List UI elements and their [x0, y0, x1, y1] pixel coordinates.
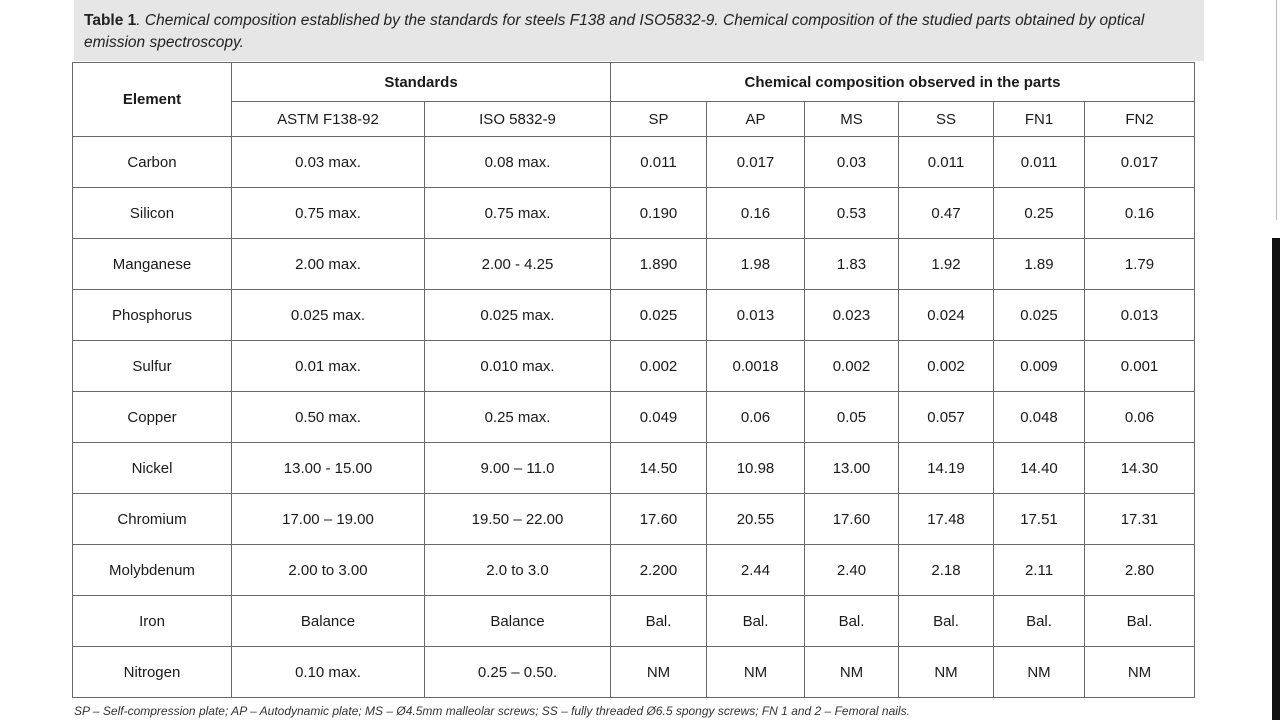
- value-cell: 2.40: [805, 545, 899, 596]
- value-cell: 0.048: [994, 392, 1085, 443]
- value-cell: 0.10 max.: [232, 647, 425, 698]
- value-cell: NM: [994, 647, 1085, 698]
- value-cell: 0.190: [611, 188, 707, 239]
- value-cell: 2.00 - 4.25: [425, 239, 611, 290]
- value-cell: 0.013: [1085, 290, 1195, 341]
- value-cell: 14.50: [611, 443, 707, 494]
- element-cell: Iron: [73, 596, 232, 647]
- value-cell: 1.890: [611, 239, 707, 290]
- element-header: Element: [73, 63, 232, 137]
- value-cell: 0.25: [994, 188, 1085, 239]
- value-cell: 0.53: [805, 188, 899, 239]
- value-cell: 0.05: [805, 392, 899, 443]
- value-cell: 0.16: [707, 188, 805, 239]
- value-cell: 0.47: [899, 188, 994, 239]
- value-cell: 1.98: [707, 239, 805, 290]
- value-cell: 17.60: [611, 494, 707, 545]
- value-cell: Bal.: [611, 596, 707, 647]
- value-cell: Bal.: [994, 596, 1085, 647]
- value-cell: 0.010 max.: [425, 341, 611, 392]
- value-cell: 0.013: [707, 290, 805, 341]
- value-cell: 17.48: [899, 494, 994, 545]
- value-cell: 0.25 max.: [425, 392, 611, 443]
- column-header: FN1: [994, 102, 1085, 137]
- value-cell: 1.79: [1085, 239, 1195, 290]
- table-row: [73, 290, 1195, 341]
- element-cell: Phosphorus: [73, 290, 232, 341]
- value-cell: 20.55: [707, 494, 805, 545]
- value-cell: 0.011: [994, 137, 1085, 188]
- element-cell: Sulfur: [73, 341, 232, 392]
- element-cell: Copper: [73, 392, 232, 443]
- value-cell: 0.03 max.: [232, 137, 425, 188]
- value-cell: 2.200: [611, 545, 707, 596]
- element-cell: Carbon: [73, 137, 232, 188]
- table-footnote: SP – Self-compression plate; AP – Autodynamic plate; MS – Ø4.5mm malleolar screws; SS – fully threaded Ø6.5 spongy screws; FN 1 and 2 – Femoral nails.: [74, 704, 910, 718]
- value-cell: 14.40: [994, 443, 1085, 494]
- column-header: AP: [707, 102, 805, 137]
- value-cell: 13.00: [805, 443, 899, 494]
- value-cell: 2.80: [1085, 545, 1195, 596]
- value-cell: 0.06: [1085, 392, 1195, 443]
- value-cell: 0.057: [899, 392, 994, 443]
- value-cell: Bal.: [1085, 596, 1195, 647]
- caption-label: Table 1: [84, 12, 137, 29]
- value-cell: 2.00 to 3.00: [232, 545, 425, 596]
- value-cell: 13.00 - 15.00: [232, 443, 425, 494]
- value-cell: 0.002: [899, 341, 994, 392]
- scrollbar[interactable]: [1272, 238, 1280, 720]
- value-cell: 2.44: [707, 545, 805, 596]
- element-cell: Nickel: [73, 443, 232, 494]
- value-cell: 0.002: [805, 341, 899, 392]
- column-header: ISO 5832-9: [425, 102, 611, 137]
- value-cell: 17.60: [805, 494, 899, 545]
- table-row: [73, 494, 1195, 545]
- value-cell: 9.00 – 11.0: [425, 443, 611, 494]
- element-cell: Manganese: [73, 239, 232, 290]
- element-cell: Molybdenum: [73, 545, 232, 596]
- value-cell: 10.98: [707, 443, 805, 494]
- table-row: [73, 545, 1195, 596]
- value-cell: 2.0 to 3.0: [425, 545, 611, 596]
- value-cell: 17.51: [994, 494, 1085, 545]
- value-cell: 17.00 – 19.00: [232, 494, 425, 545]
- element-cell: Nitrogen: [73, 647, 232, 698]
- value-cell: Balance: [232, 596, 425, 647]
- table-row: [73, 443, 1195, 494]
- value-cell: 1.92: [899, 239, 994, 290]
- value-cell: 1.83: [805, 239, 899, 290]
- composition-table: [72, 62, 1195, 698]
- value-cell: 0.025 max.: [232, 290, 425, 341]
- value-cell: NM: [707, 647, 805, 698]
- element-cell: Chromium: [73, 494, 232, 545]
- value-cell: 19.50 – 22.00: [425, 494, 611, 545]
- value-cell: Bal.: [899, 596, 994, 647]
- value-cell: 0.001: [1085, 341, 1195, 392]
- caption-text: . Chemical composition established by the standards for steels F138 and ISO5832-9. Chemical composition of the studied parts obtained by optical emission spectroscopy.: [84, 12, 1145, 51]
- value-cell: 2.18: [899, 545, 994, 596]
- edge-line: [1276, 0, 1277, 220]
- value-cell: 0.024: [899, 290, 994, 341]
- value-cell: 0.009: [994, 341, 1085, 392]
- column-header-row: [73, 102, 1195, 137]
- value-cell: NM: [1085, 647, 1195, 698]
- value-cell: 0.01 max.: [232, 341, 425, 392]
- value-cell: 1.89: [994, 239, 1085, 290]
- table-row: [73, 239, 1195, 290]
- value-cell: 0.017: [707, 137, 805, 188]
- value-cell: Bal.: [805, 596, 899, 647]
- value-cell: 0.025 max.: [425, 290, 611, 341]
- value-cell: 0.049: [611, 392, 707, 443]
- value-cell: 0.002: [611, 341, 707, 392]
- value-cell: 0.023: [805, 290, 899, 341]
- value-cell: 0.08 max.: [425, 137, 611, 188]
- value-cell: NM: [899, 647, 994, 698]
- value-cell: 2.00 max.: [232, 239, 425, 290]
- value-cell: 14.19: [899, 443, 994, 494]
- standards-group-header: Standards: [232, 63, 611, 102]
- value-cell: NM: [805, 647, 899, 698]
- value-cell: 0.025: [611, 290, 707, 341]
- column-header: SS: [899, 102, 994, 137]
- table-body: [73, 137, 1195, 698]
- value-cell: Bal.: [707, 596, 805, 647]
- value-cell: Balance: [425, 596, 611, 647]
- column-header: FN2: [1085, 102, 1195, 137]
- table-row: [73, 341, 1195, 392]
- value-cell: 0.75 max.: [425, 188, 611, 239]
- value-cell: 0.16: [1085, 188, 1195, 239]
- value-cell: 0.011: [611, 137, 707, 188]
- observed-group-header: Chemical composition observed in the parts: [611, 63, 1195, 102]
- value-cell: NM: [611, 647, 707, 698]
- value-cell: 0.06: [707, 392, 805, 443]
- table-row: [73, 596, 1195, 647]
- column-header: MS: [805, 102, 899, 137]
- table-row: [73, 188, 1195, 239]
- value-cell: 0.75 max.: [232, 188, 425, 239]
- value-cell: 14.30: [1085, 443, 1195, 494]
- value-cell: 0.011: [899, 137, 994, 188]
- column-header: ASTM F138-92: [232, 102, 425, 137]
- value-cell: 17.31: [1085, 494, 1195, 545]
- value-cell: 0.025: [994, 290, 1085, 341]
- value-cell: 0.25 – 0.50.: [425, 647, 611, 698]
- value-cell: 0.03: [805, 137, 899, 188]
- value-cell: 0.0018: [707, 341, 805, 392]
- column-header: SP: [611, 102, 707, 137]
- table-caption: [74, 0, 1204, 61]
- value-cell: 2.11: [994, 545, 1085, 596]
- value-cell: 0.017: [1085, 137, 1195, 188]
- element-cell: Silicon: [73, 188, 232, 239]
- table-row: [73, 392, 1195, 443]
- table-row: [73, 137, 1195, 188]
- value-cell: 0.50 max.: [232, 392, 425, 443]
- table-row: [73, 647, 1195, 698]
